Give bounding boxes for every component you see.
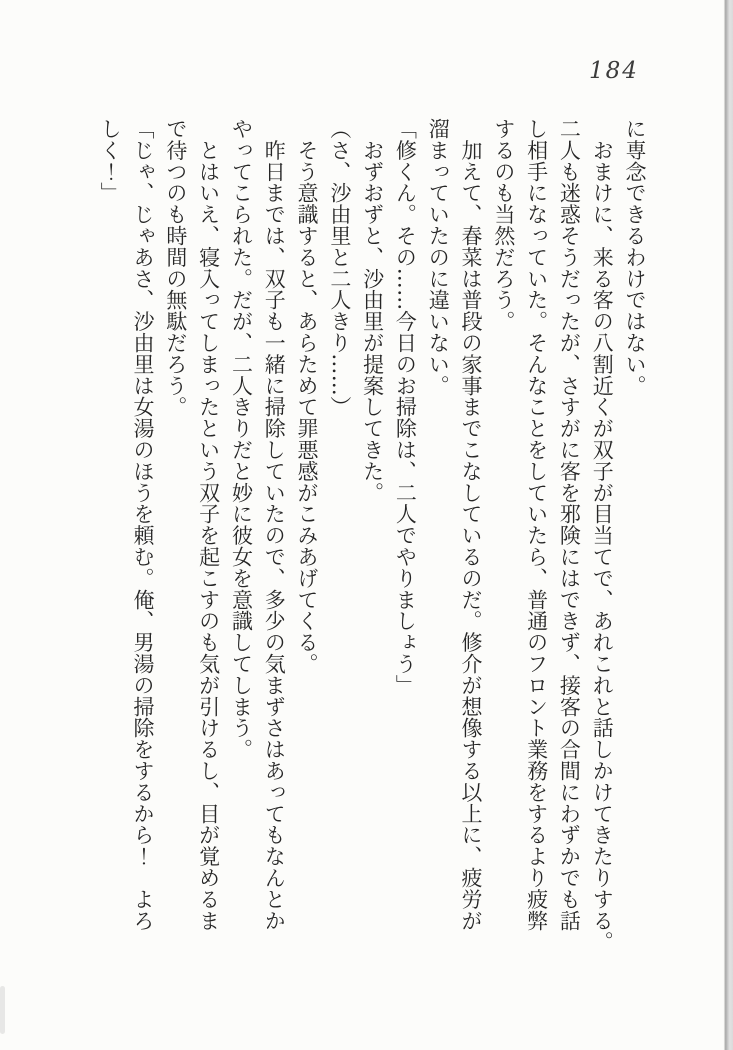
- text-column-8: 「修くん。その……今日のお掃除は、二人でやりましょう」: [393, 118, 418, 696]
- text-column-3: 二人も迷惑そうだったが、さすがに客を邪険にはできず、接客の合間にわずかでも話: [557, 118, 582, 932]
- text-column-7: 溜まっていたのに違いない。: [426, 118, 451, 397]
- text-column-10: （さ、沙由里と二人きり……）: [327, 118, 352, 418]
- text-column-13: やってこられた。だが、二人きりだと妙に彼女を意識してしまう。: [229, 118, 254, 760]
- text-column-14: とはいえ、寝入ってしまったという双子を起こすのも気が引けるし、目が覚めるま: [196, 118, 221, 932]
- text-column-15: で待つのも時間の無駄だろう。: [163, 118, 188, 418]
- text-column-12: 昨日までは、双子も一緒に掃除していたので、多少の気まずさはあってもなんとか: [262, 118, 287, 932]
- scan-artifact: [0, 986, 5, 1034]
- text-column-5: するのも当然だろう。: [491, 118, 516, 332]
- text-column-11: そう意識すると、あらためて罪悪感がこみあげてくる。: [295, 118, 320, 675]
- text-column-17: しく！」: [98, 118, 123, 204]
- text-column-9: おずおずと、沙由里が提案してきた。: [360, 118, 385, 504]
- novel-text-block: [93, 118, 651, 956]
- text-column-6: 加えて、春菜は普段の家事までこなしているのだ。修介が想像する以上に、疲労が: [459, 118, 484, 932]
- text-column-16: 「じゃ、じゃあさ、沙由里は女湯のほうを頼む。俺、男湯の掃除をするから！ よろ: [131, 118, 156, 932]
- page-edge-shadow: [721, 0, 733, 1050]
- text-column-2: おまけに、来る客の八割近くが双子が目当てで、あれこれと話しかけてきたりする。: [590, 118, 615, 953]
- text-column-4: し相手になっていた。そんなことをしていたら、普通のフロント業務をするより疲弊: [524, 118, 549, 932]
- page-number: 184: [589, 58, 639, 84]
- text-column-1: に専念できるわけではない。: [623, 118, 647, 397]
